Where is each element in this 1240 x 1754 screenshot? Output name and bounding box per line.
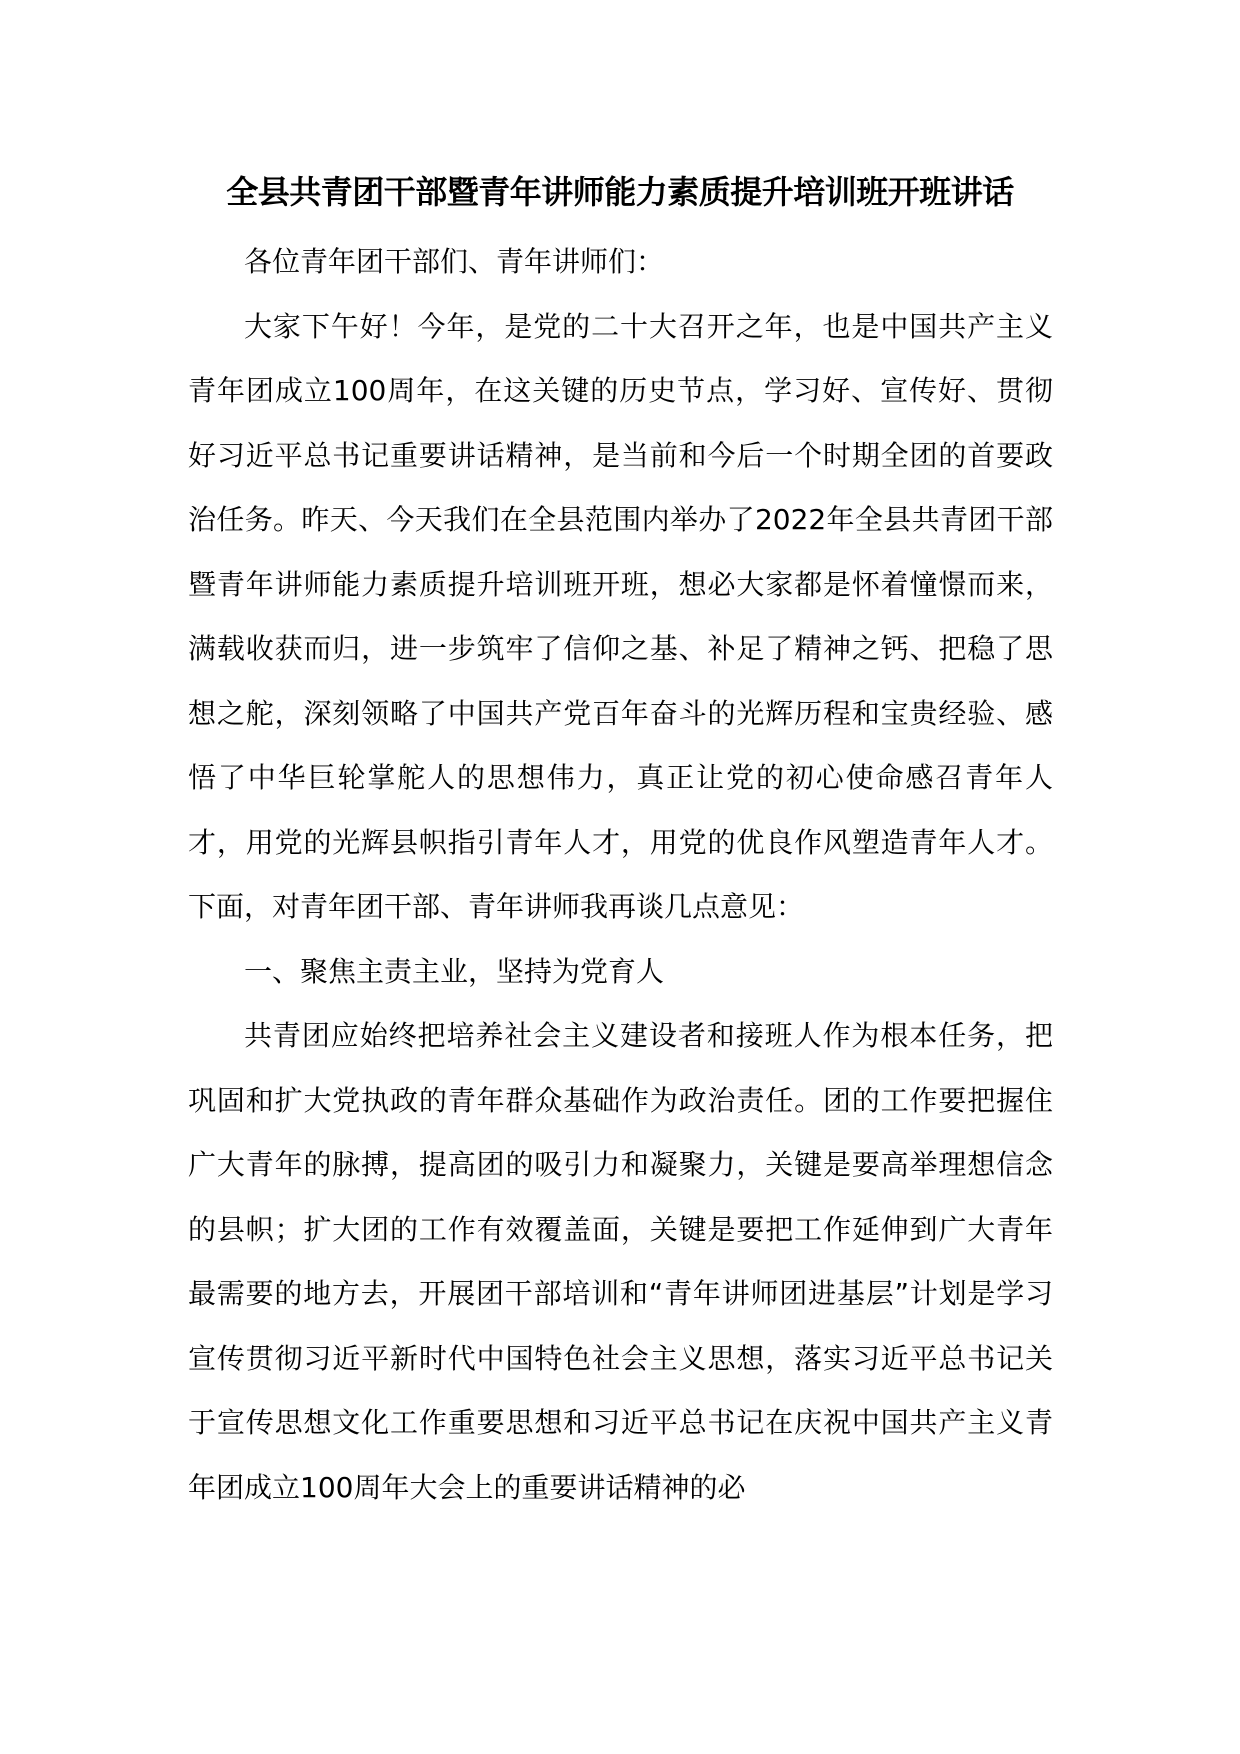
section-heading-1: 一、聚焦主责主业，坚持为党育人 [244, 954, 665, 988]
salutation: 各位青年团干部们、青年讲师们： [244, 245, 665, 278]
document-body [188, 230, 1053, 1520]
paragraph-opening: 大家下午好！今年，是党的二十大召开之年，也是中国共产主义青年团成立100周年，在这关键的历史节点，学习好、宣传好、贯彻好习近平总书记重要讲话精神，是当前和今后一个时期全团的首要政治任务。昨天、今天我们在全县范围内举办了2022年全县共青团干部暨青年讲师能力素质提升培训班开班，想必大家都是怀着憧憬而来，满载收获而归，进一步筑牢了信仰之基、补足了精神之钙、把稳了思想之舵，深刻领略了中国共产党百年奋斗的光辉历程和宝贵经验、感悟了中华巨轮掌舵人的思想伟力，真正让党的初心使命感召青年人才，用党的光辉县帜指引青年人才，用党的优良作风塑造青年人才。下面，对青年团干部、青年讲师我再谈几点意见： [188, 309, 1053, 923]
document-title: 全县共青团干部暨青年讲师能力素质提升培训班开班讲话 [226, 173, 1014, 211]
paragraph-section-1: 共青团应始终把培养社会主义建设者和接班人作为根本任务，把巩固和扩大党执政的青年群众基础作为政治责任。团的工作要把握住广大青年的脉搏，提高团的吸引力和凝聚力，关键是要高举理想信念的县帜；扩大团的工作有效覆盖面，关键是要把工作延伸到广大青年最需要的地方去，开展团干部培训和“青年讲师团进基层”计划是学习宣传贯彻习近平新时代中国特色社会主义思想，落实习近平总书记关于宣传思想文化工作重要思想和习近平总书记在庆祝中国共产主义青年团成立100周年大会上的重要讲话精神的必 [188, 1019, 1053, 1504]
